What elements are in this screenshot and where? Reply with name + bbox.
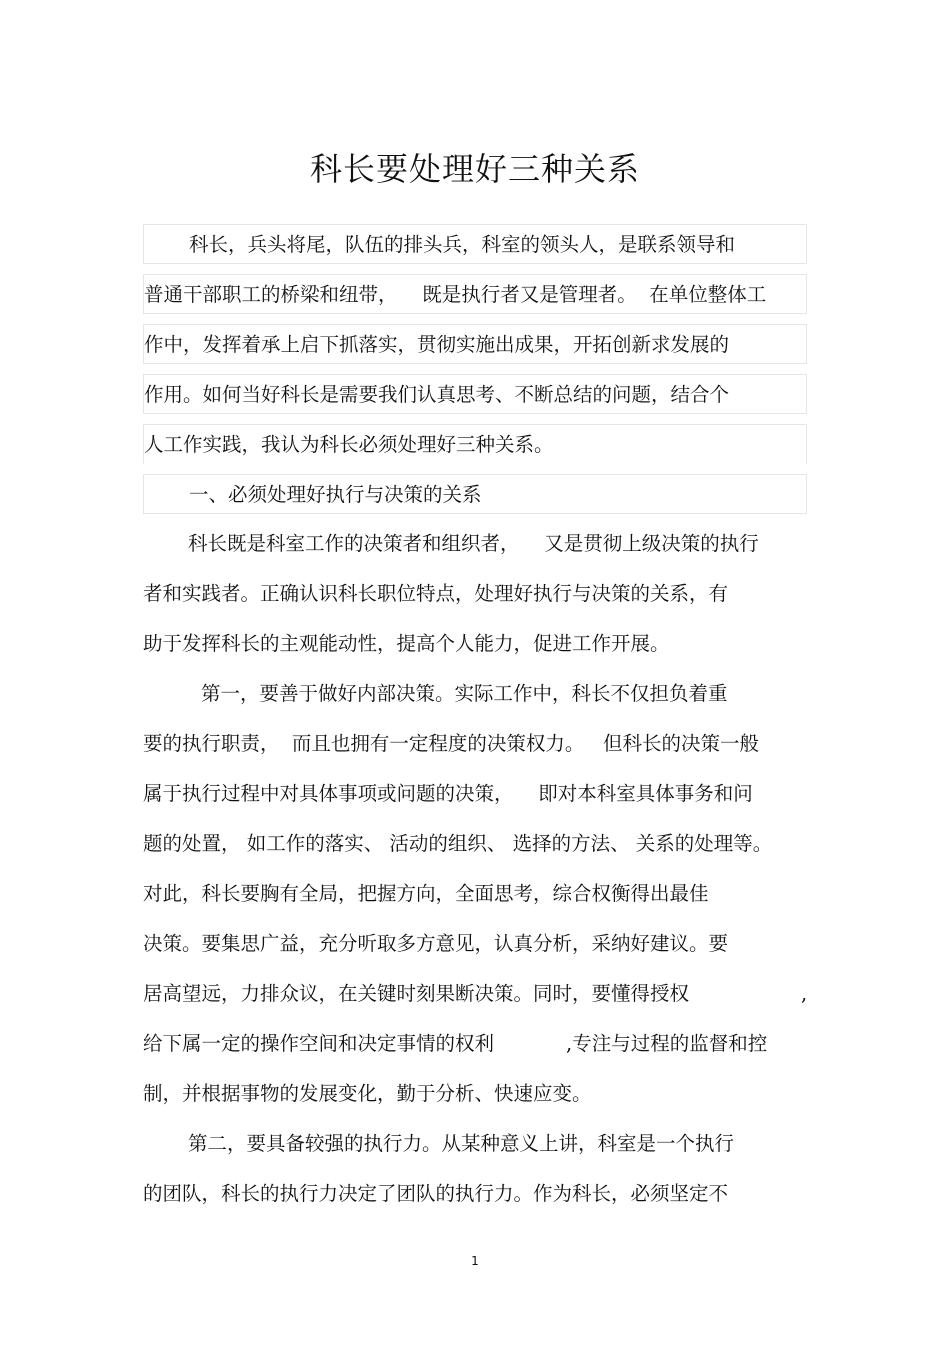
paragraph-line: 的团队，科长的执行力决定了团队的执行力。作为科长，必须坚定不 bbox=[143, 1182, 729, 1205]
paragraph-line: 助于发挥科长的主观能动性，提高个人能力，促进工作开展。 bbox=[143, 632, 670, 655]
paragraph-line: 普通干部职工的桥梁和纽带， 既是执行者又是管理者。 在单位整体工 bbox=[143, 274, 807, 314]
paragraph-line-continuation: ,专注与过程的监督和控 bbox=[566, 1032, 768, 1055]
paragraph-line: 第一，要善于做好内部决策。实际工作中，科长不仅担负着重 bbox=[201, 682, 728, 705]
page-title: 科长要处理好三种关系 bbox=[309, 150, 640, 188]
paragraph-line: 居高望远，力排众议，在关键时刻果断决策。同时，要懂得授权 bbox=[143, 982, 690, 1005]
paragraph-line: 科长既是科室工作的决策者和组织者， 又是贯彻上级决策的执行 bbox=[188, 532, 759, 555]
paragraph-line: 属于执行过程中对具体事项或问题的决策， 即对本科室具体事务和问 bbox=[143, 782, 753, 805]
paragraph-line: 作中，发挥着承上启下抓落实，贯彻实施出成果，开拓创新求发展的 bbox=[143, 324, 807, 364]
page-number: 1 bbox=[471, 1254, 479, 1268]
paragraph-line: 题的处置， 如工作的落实、 活动的组织、 选择的方法、 关系的处理等。 bbox=[143, 832, 773, 855]
paragraph-line: 给下属一定的操作空间和决定事情的权利 bbox=[143, 1032, 495, 1055]
paragraph-line: 作用。如何当好科长是需要我们认真思考、不断总结的问题，结合个 bbox=[143, 374, 807, 414]
paragraph-line: 科长，兵头将尾，队伍的排头兵，科室的领头人，是联系领导和 bbox=[143, 224, 807, 264]
paragraph-line: 制，并根据事物的发展变化，勤于分析、快速应变。 bbox=[143, 1082, 592, 1105]
paragraph-line: 要的执行职责， 而且也拥有一定程度的决策权力。 但科长的决策一般 bbox=[143, 732, 759, 755]
paragraph-line: 第二，要具备较强的执行力。从某种意义上讲，科室是一个执行 bbox=[188, 1132, 735, 1155]
paragraph-line: 决策。要集思广益，充分听取多方意见，认真分析，采纳好建议。要 bbox=[143, 932, 729, 955]
stray-comma: , bbox=[801, 982, 808, 1005]
paragraph-line: 对此，科长要胸有全局，把握方向，全面思考，综合权衡得出最佳 bbox=[143, 882, 709, 905]
paragraph-line: 人工作实践，我认为科长必须处理好三种关系。 bbox=[143, 424, 807, 464]
section-heading: 一、必须处理好执行与决策的关系 bbox=[143, 474, 807, 514]
paragraph-line: 者和实践者。正确认识科长职位特点，处理好执行与决策的关系，有 bbox=[143, 582, 729, 605]
